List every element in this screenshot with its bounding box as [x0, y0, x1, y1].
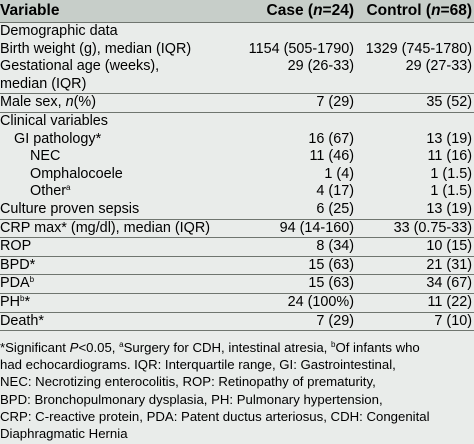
- case-value: 29 (26-33): [287, 58, 354, 75]
- row-label: ROP: [0, 238, 219, 257]
- case-value: [219, 112, 356, 130]
- case-value: 15 (63): [219, 256, 356, 275]
- table-row: [0, 76, 474, 94]
- table-row: [0, 293, 474, 312]
- control-value: 1 (1.5): [430, 165, 472, 182]
- table-row: [0, 219, 474, 238]
- row-label: median (IQR): [0, 76, 219, 94]
- control-value: 11 (16): [427, 148, 472, 165]
- control-value: [356, 112, 474, 130]
- row-label: Other$^a$: [30, 183, 71, 200]
- row-label: NEC: [30, 148, 61, 165]
- control-value: [356, 23, 474, 41]
- control-value: 1329 (745-1780): [365, 40, 472, 57]
- row-label: Death*: [0, 312, 219, 331]
- case-value: 16 (67): [308, 130, 354, 147]
- control-value: [356, 76, 474, 94]
- case-value: 7 (29): [219, 312, 356, 331]
- footnote-line: *Significant P<0.05, $^a$Surgery for CDH, intestinal atresia, $^b$Of infants who: [0, 340, 420, 355]
- control-value: 1 (1.5): [430, 183, 472, 200]
- footnote-line: Diaphragmatic Hernia: [0, 426, 128, 442]
- row-label: Birth weight (g), median (IQR): [0, 40, 192, 57]
- control-value: 34 (67): [356, 275, 474, 294]
- table-row: [0, 183, 474, 201]
- table-footnote: [0, 339, 474, 442]
- control-value: 33 (0.75-33): [356, 219, 474, 238]
- row-label: Culture proven sepsis: [0, 201, 219, 219]
- row-label: $PH^b*$: [0, 293, 219, 312]
- control-value: 11 (22): [356, 293, 474, 312]
- table-row: [0, 94, 474, 113]
- table-row: [0, 23, 474, 41]
- table-row: [0, 201, 474, 219]
- header-variable: Variable: [0, 0, 219, 23]
- row-label: Gestational age (weeks),: [0, 58, 160, 75]
- table-row: [0, 275, 474, 294]
- control-value: 13 (19): [356, 201, 474, 219]
- row-label: CRP max* (mg/dl), median (IQR): [0, 219, 219, 238]
- case-value: 15 (63): [219, 275, 356, 294]
- control-value: 10 (15): [356, 238, 474, 257]
- case-value: [219, 23, 356, 41]
- control-value: 35 (52): [356, 94, 474, 113]
- row-label: Male sex, n(%): [0, 94, 219, 113]
- table-row: [0, 148, 474, 166]
- table-row: [0, 166, 474, 184]
- row-label: PDA$^b$: [0, 275, 219, 294]
- header-row: [0, 0, 474, 23]
- case-value: 7 (29): [219, 94, 356, 113]
- case-value: [219, 76, 356, 94]
- footnote-line: BPD: Bronchopulmonary dysplasia, PH: Pulmonary hypertension,: [0, 391, 383, 407]
- case-value: 8 (34): [219, 238, 356, 257]
- case-value: 94 (14-160): [219, 219, 356, 238]
- table-row: [0, 58, 474, 76]
- case-value: 6 (25): [219, 201, 356, 219]
- control-value: 29 (27-33): [405, 58, 472, 75]
- row-label: BPD*: [0, 256, 219, 275]
- footnote-line: CRP: C-reactive protein, PDA: Patent ductus arteriosus, CDH: Congenital: [0, 408, 430, 424]
- table-row: [0, 238, 474, 257]
- table-row: [0, 131, 474, 149]
- table-row: [0, 41, 474, 59]
- case-value: 4 (17): [316, 183, 354, 200]
- row-label: Omphalocoele: [30, 165, 123, 182]
- case-value: 1 (4): [324, 165, 354, 182]
- control-value: 13 (19): [426, 130, 472, 147]
- row-label: GI pathology*: [14, 130, 102, 147]
- control-value: 21 (31): [356, 256, 474, 275]
- header-case: Case (n=24): [219, 0, 356, 23]
- header-control: Control (n=68): [356, 0, 474, 23]
- table-row: [0, 312, 474, 331]
- footnote-line: had echocardiograms. IQR: Interquartile range, GI: Gastrointestinal,: [0, 357, 396, 373]
- case-value: 1154 (505-1790): [248, 40, 354, 57]
- row-label: Clinical variables: [0, 112, 108, 129]
- table-row: [0, 112, 474, 130]
- row-label: Demographic data: [0, 23, 118, 39]
- table-row: [0, 256, 474, 275]
- footnote-line: NEC: Necrotizing enterocolitis, ROP: Retinopathy of prematurity,: [0, 374, 376, 390]
- case-value: 11 (46): [309, 148, 354, 165]
- control-value: 7 (10): [356, 312, 474, 331]
- case-value: 24 (100%): [219, 293, 356, 312]
